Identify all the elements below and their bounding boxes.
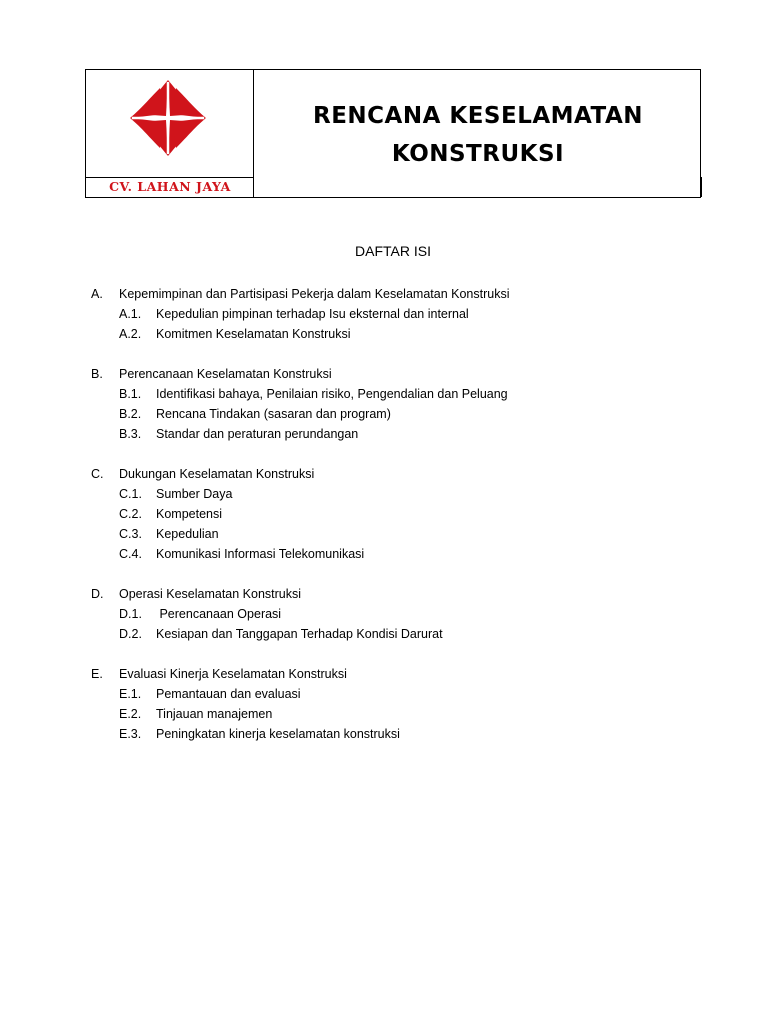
section-code: A. bbox=[91, 287, 103, 301]
divider bbox=[700, 177, 702, 197]
item-code: B.2. bbox=[119, 407, 142, 421]
document-title bbox=[254, 97, 702, 173]
section-code: E. bbox=[91, 667, 103, 681]
company-logo-icon bbox=[128, 78, 208, 158]
item-code: E.1. bbox=[119, 687, 142, 701]
item-text: Sumber Daya bbox=[156, 487, 233, 501]
item-text: Kepedulian pimpinan terhadap Isu eksternal dan internal bbox=[156, 307, 469, 321]
header-box bbox=[85, 69, 701, 198]
item-text: Komunikasi Informasi Telekomunikasi bbox=[156, 547, 365, 561]
company-name: CV. LAHAN JAYA bbox=[86, 177, 254, 197]
item-code: A.2. bbox=[119, 327, 142, 341]
section-code: D. bbox=[91, 587, 104, 601]
item-code: C.4. bbox=[119, 547, 142, 561]
section-title: Evaluasi Kinerja Keselamatan Konstruksi bbox=[119, 667, 347, 681]
item-code: D.1. bbox=[119, 607, 142, 621]
toc-heading: DAFTAR ISI bbox=[355, 243, 431, 259]
section-code: C. bbox=[91, 467, 104, 481]
item-code: E.3. bbox=[119, 727, 142, 741]
item-code: C.3. bbox=[119, 527, 142, 541]
section-title: Kepemimpinan dan Partisipasi Pekerja dalam Keselamatan Konstruksi bbox=[119, 287, 510, 301]
logo-cell bbox=[86, 70, 254, 197]
item-code: B.3. bbox=[119, 427, 142, 441]
item-code: E.2. bbox=[119, 707, 142, 721]
section-code: B. bbox=[91, 367, 103, 381]
title-line-2: KONSTRUKSI bbox=[391, 141, 565, 167]
item-text: Standar dan peraturan perundangan bbox=[156, 427, 359, 441]
section-title: Operasi Keselamatan Konstruksi bbox=[119, 587, 302, 601]
item-text: Kesiapan dan Tanggapan Terhadap Kondisi Darurat bbox=[156, 627, 443, 641]
section-title: Dukungan Keselamatan Konstruksi bbox=[119, 467, 315, 481]
item-text: Perencanaan Operasi bbox=[156, 607, 282, 621]
item-code: C.1. bbox=[119, 487, 142, 501]
item-code: D.2. bbox=[119, 627, 142, 641]
title-line-1: RENCANA KESELAMATAN bbox=[312, 103, 644, 129]
item-text: Rencana Tindakan (sasaran dan program) bbox=[156, 407, 391, 421]
section-title: Perencanaan Keselamatan Konstruksi bbox=[119, 367, 332, 381]
item-text: Identifikasi bahaya, Penilaian risiko, Pengendalian dan Peluang bbox=[156, 387, 508, 401]
item-text: Pemantauan dan evaluasi bbox=[156, 687, 301, 701]
item-code: A.1. bbox=[119, 307, 142, 321]
item-text: Komitmen Keselamatan Konstruksi bbox=[156, 327, 351, 341]
item-text: Kepedulian bbox=[156, 527, 219, 541]
item-text: Peningkatan kinerja keselamatan konstruksi bbox=[156, 727, 400, 741]
item-code: B.1. bbox=[119, 387, 142, 401]
item-text: Kompetensi bbox=[156, 507, 223, 521]
item-text: Tinjauan manajemen bbox=[156, 707, 273, 721]
item-code: C.2. bbox=[119, 507, 142, 521]
